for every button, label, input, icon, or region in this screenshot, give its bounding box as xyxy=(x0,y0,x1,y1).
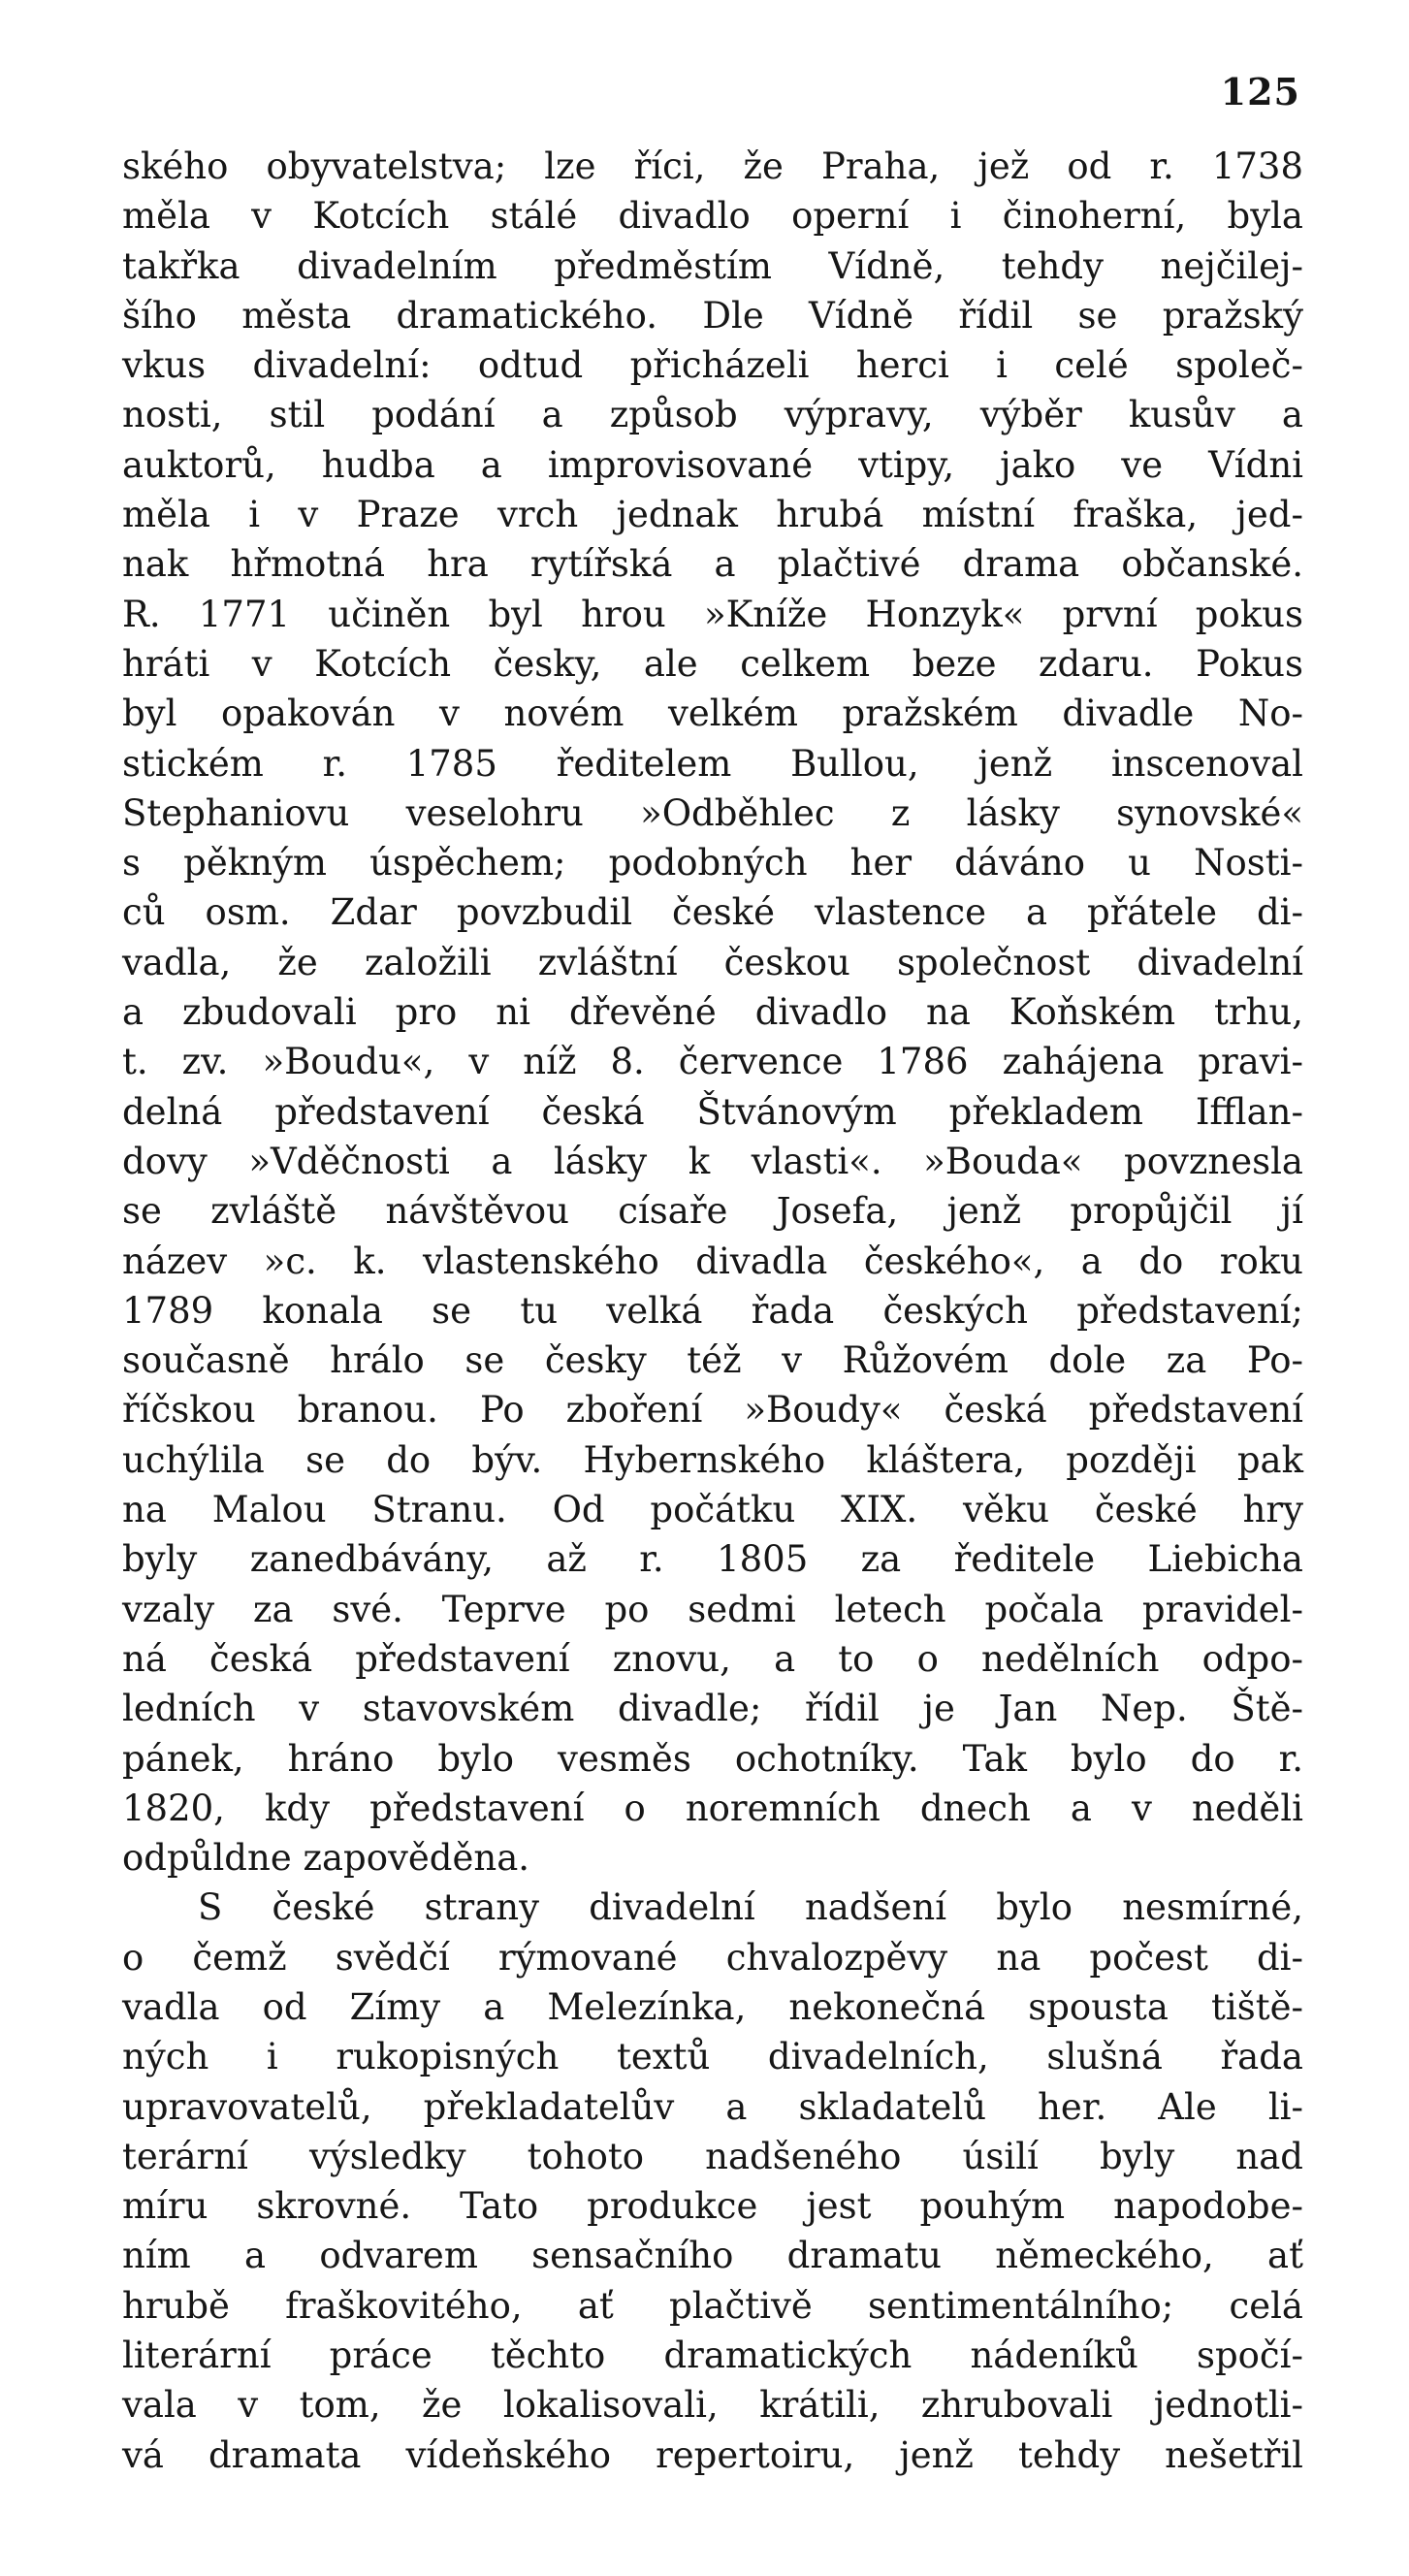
text-line: terární výsledky tohoto nadšeného úsilí byly nad xyxy=(122,2135,1303,2177)
text-line: vala v tom, že lokalisovali, krátili, zhrubovali jednotli- xyxy=(122,2384,1303,2427)
text-line: nosti, stil podání a způsob výpravy, výběr kusův a xyxy=(122,394,1303,436)
text-line: vá dramata vídeňského repertoiru, jenž tehdy nešetřil xyxy=(122,2433,1303,2476)
text-line: dovy »Vděčnosti a lásky k vlasti«. »Bouda« povznesla xyxy=(122,1140,1303,1182)
text-line: míru skrovné. Tato produkce jest pouhým napodobe- xyxy=(122,2185,1303,2228)
paragraph-first-line: S české strany divadelní nadšení bylo nesmírné, xyxy=(198,1886,1303,1929)
text-line: ním a odvarem sensačního dramatu německého, ať xyxy=(122,2235,1303,2277)
text-line: měla v Kotcích stálé divadlo operní i činoherní, byla xyxy=(122,195,1303,238)
text-line: vadla, že založili zvláštní českou společnost divadelní xyxy=(122,941,1303,983)
text-line: na Malou Stranu. Od počátku XIX. věku české hry xyxy=(122,1489,1303,1531)
paragraph-end-line: odpůldne zapověděna. xyxy=(122,1837,530,1880)
text-line: takřka divadelním předměstím Vídně, tehdy nejčilej- xyxy=(122,244,1303,287)
text-line: upravovatelů, překladatelův a skladatelů her. Ale li- xyxy=(122,2085,1303,2128)
text-line: stickém r. 1785 ředitelem Bullou, jenž inscenoval xyxy=(122,742,1303,785)
text-line: hráti v Kotcích česky, ale celkem beze zdaru. Pokus xyxy=(122,642,1303,685)
text-line: vzaly za své. Teprve po sedmi letech počala pravidel- xyxy=(122,1588,1303,1630)
text-line: vadla od Zímy a Melezínka, nekonečná spousta tiště- xyxy=(122,1985,1303,2028)
text-line: literární práce těchto dramatických nádeníků spočí- xyxy=(122,2334,1303,2377)
text-line: Stephaniovu veselohru »Odběhlec z lásky synovské« xyxy=(122,791,1303,834)
page-number: 125 xyxy=(1220,70,1300,113)
text-line: byl opakován v novém velkém pražském divadle No- xyxy=(122,692,1303,735)
text-line: o čemž svědčí rýmované chvalozpěvy na počest di- xyxy=(122,1936,1303,1979)
text-line: název »c. k. vlastenského divadla českého«, a do roku xyxy=(122,1240,1303,1282)
text-line: a zbudovali pro ni dřevěné divadlo na Koňském trhu, xyxy=(122,991,1303,1034)
text-line: auktorů, hudba a improvisované vtipy, jako ve Vídni xyxy=(122,443,1303,486)
text-line: ná česká představení znovu, a to o nedělních odpo- xyxy=(122,1637,1303,1680)
text-line: byly zanedbávány, až r. 1805 za ředitele Liebicha xyxy=(122,1538,1303,1581)
text-line: měla i v Praze vrch jednak hrubá místní fraška, jed- xyxy=(122,494,1303,536)
text-line: ského obyvatelstva; lze říci, že Praha, jež od r. 1738 xyxy=(122,145,1303,187)
text-line: ných i rukopisných textů divadelních, slušná řada xyxy=(122,2036,1303,2078)
text-line: s pěkným úspěchem; podobných her dáváno u Nosti- xyxy=(122,842,1303,885)
text-line: R. 1771 učiněn byl hrou »Kníže Honzyk« první pokus xyxy=(122,593,1303,635)
text-line: pánek, hráno bylo vesměs ochotníky. Tak bylo do r. xyxy=(122,1737,1303,1780)
text-line: delná představení česká Štvánovým překladem Ifflan- xyxy=(122,1090,1303,1133)
text-line: hrubě fraškovitého, ať plačtivě sentimentálního; celá xyxy=(122,2284,1303,2327)
text-line: šího města dramatického. Dle Vídně řídil se pražský xyxy=(122,294,1303,337)
text-line: 1820, kdy představení o noremních dnech a v neděli xyxy=(122,1787,1303,1829)
text-line: ců osm. Zdar povzbudil české vlastence a přátele di- xyxy=(122,891,1303,934)
text-line: říčskou branou. Po zboření »Boudy« česká představení xyxy=(122,1389,1303,1432)
text-line: se zvláště návštěvou císaře Josefa, jenž propůjčil jí xyxy=(122,1190,1303,1233)
text-line: vkus divadelní: odtud přicházeli herci i celé společ- xyxy=(122,344,1303,387)
text-line: nak hřmotná hra rytířská a plačtivé drama občanské. xyxy=(122,543,1303,586)
text-line: současně hrálo se česky též v Růžovém dole za Po- xyxy=(122,1339,1303,1382)
text-line: 1789 konala se tu velká řada českých představení; xyxy=(122,1289,1303,1332)
text-line: uchýlila se do býv. Hybernského kláštera, později pak xyxy=(122,1438,1303,1481)
text-line: t. zv. »Boudu«, v níž 8. července 1786 zahájena pravi- xyxy=(122,1041,1303,1083)
text-line: ledních v stavovském divadle; řídil je Jan Nep. Ště- xyxy=(122,1688,1303,1730)
body-text xyxy=(122,142,1303,2480)
